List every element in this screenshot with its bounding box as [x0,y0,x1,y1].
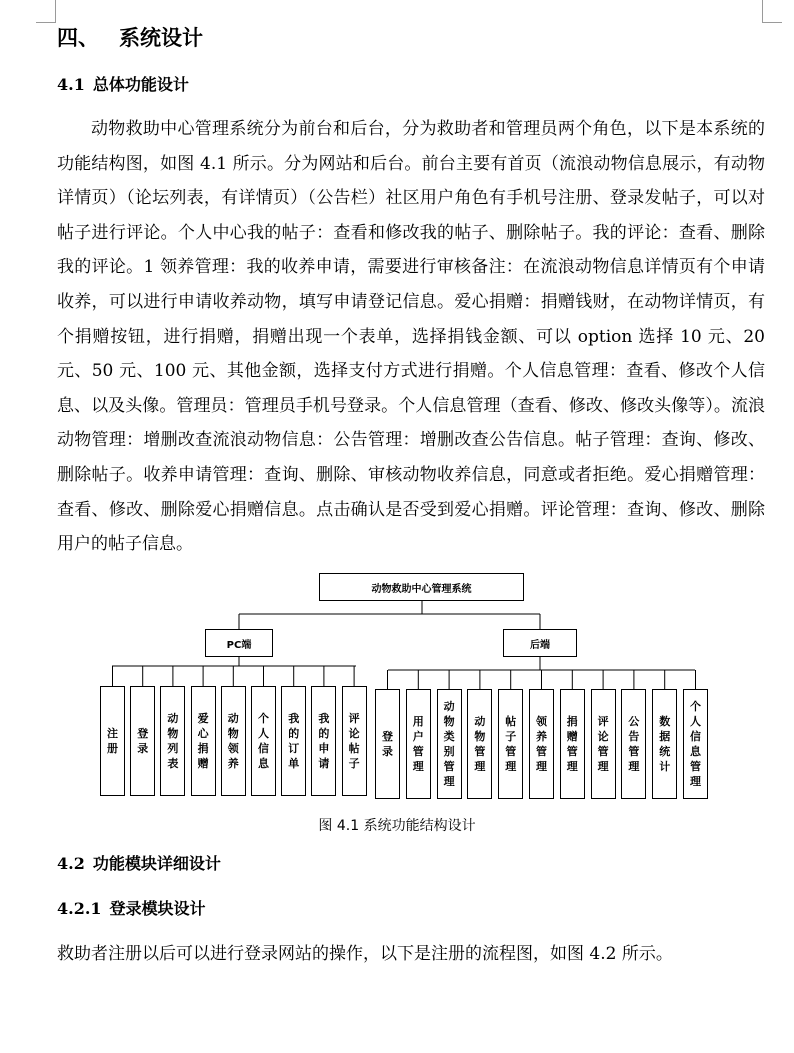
admin-leaf [621,689,646,799]
pc-leaf [130,686,155,796]
admin-leaf-label: 登录 [382,730,393,758]
section-heading-4-2-1 [57,897,206,921]
admin-leaf [406,689,431,799]
pc-leaf-label: 登录 [137,727,149,755]
pc-leaf [191,686,216,796]
admin-leaf [652,689,677,799]
admin-leaf-label: 动物管理 [474,715,486,773]
admin-leaf-label: 个人信息管理 [690,700,701,788]
root-node: 动物救助中心管理系统 [319,573,524,601]
section-heading-4-2 [57,852,221,876]
intro-line: 评论：查看、删除我的评论。1 领养管理：我的收养申请，需要进行审核备注：在流浪动 [57,222,766,278]
intro-line: 是否受到爱心捐赠。评论管理：查询、修改、删除用户的帖子信息。 [57,499,766,555]
pc-leaf [342,686,367,796]
chapter-number: 四、 [57,26,99,50]
figure-caption: 图 4.1 系统功能结构设计 [318,818,476,834]
pc-leaf-label: 个人信息 [258,712,269,770]
section-title: 总体功能设计 [92,75,189,94]
admin-leaf [591,689,616,799]
pc-leaf-label: 动物列表 [167,712,179,770]
intro-line: 有动物详情页）（论坛列表，有详情页）（公告栏）社区用户角色有手机号注册、登录发 [57,153,765,209]
intro-line: 信息管理：查看、修改个人信息、以及头像。管理员：管理员手机号登录。个人信息管理 [57,361,766,416]
pc-node: PC端 [205,629,273,657]
admin-leaf [560,689,585,799]
admin-leaf-label: 捐赠管理 [566,715,578,773]
pc-leaf-label: 评论帖子 [348,712,360,770]
admin-leaf-label: 动物类别管理 [443,700,455,788]
admin-leaf-label: 用户管理 [412,715,424,773]
section-number: 4.1 [57,75,85,94]
pc-leaf-label: 注册 [107,727,118,755]
admin-leaf-label: 公告管理 [628,715,640,773]
intro-line: 物收养信息，同意或者拒绝。爱心捐赠管理：查看、修改、删除爱心捐赠信息。点击确认 [57,464,766,520]
intro-line: 动物救助中心管理系统分为前台和后台，分为救助者和管理员两个角色，以下是本系 [91,119,731,139]
admin-leaf-label: 数据统计 [659,715,671,773]
intro-line: 可以 option 选择 10 元、20 元、50 元、100 元、其他金额，选择支付方式进行捐赠。个人 [57,326,766,382]
login-module-paragraph: 救助者注册以后可以进行登录网站的操作，以下是注册的流程图，如图 4.2 所示。 [57,944,673,964]
chapter-title: 系统设计 [119,26,203,50]
admin-leaf-label: 帖子管理 [505,715,517,773]
pc-leaf [281,686,306,796]
section-title: 功能模块详细设计 [92,854,221,873]
admin-node: 后端 [503,629,577,657]
intro-line: 改查公告信息。帖子管理：查询、修改、删除帖子。收养申请管理：查询、删除、审核动 [57,430,766,485]
admin-leaf [467,689,492,799]
admin-leaf [498,689,523,799]
pc-leaf-label: 我的申请 [318,712,330,770]
section-title: 登录模块设计 [109,899,206,918]
admin-leaf [375,689,400,799]
intro-line: 赠钱财，在动物详情页，有个捐赠按钮，进行捐赠，捐赠出现一个表单，选择捐钱金额、 [57,291,766,347]
intro-line: （查看、修改、修改头像等）。流浪动物管理：增删改查流浪动物信息：公告管理：增删 [57,395,766,451]
admin-leaf [683,689,708,799]
pc-leaf [160,686,185,796]
pc-leaf-label: 动物领养 [227,712,239,770]
intro-line: 帖子，可以对帖子进行评论。个人中心我的帖子：查看和修改我的帖子、删除帖子。我的 [57,188,766,243]
admin-leaf-label: 评论管理 [597,715,609,773]
pc-leaf [311,686,336,796]
pc-leaf [221,686,246,796]
pc-leaf-label: 我的订单 [288,712,300,770]
intro-line: 物信息详情页有个申请收养，可以进行申请收养动物，填写申请登记信息。爱心捐赠：捐 [57,257,766,312]
admin-leaf [529,689,554,799]
admin-leaf-label: 领养管理 [536,715,547,773]
pc-leaf-label: 爱心捐赠 [197,712,209,770]
section-number: 4.2.1 [57,899,102,918]
pc-leaf [251,686,276,796]
admin-leaf [437,689,462,799]
section-number: 4.2 [57,854,85,873]
pc-leaf [100,686,125,796]
intro-line: 统的功能结构图，如图 4.1 所示。分为网站和后台。前台主要有首页（流浪动物信息展示， [57,119,766,174]
